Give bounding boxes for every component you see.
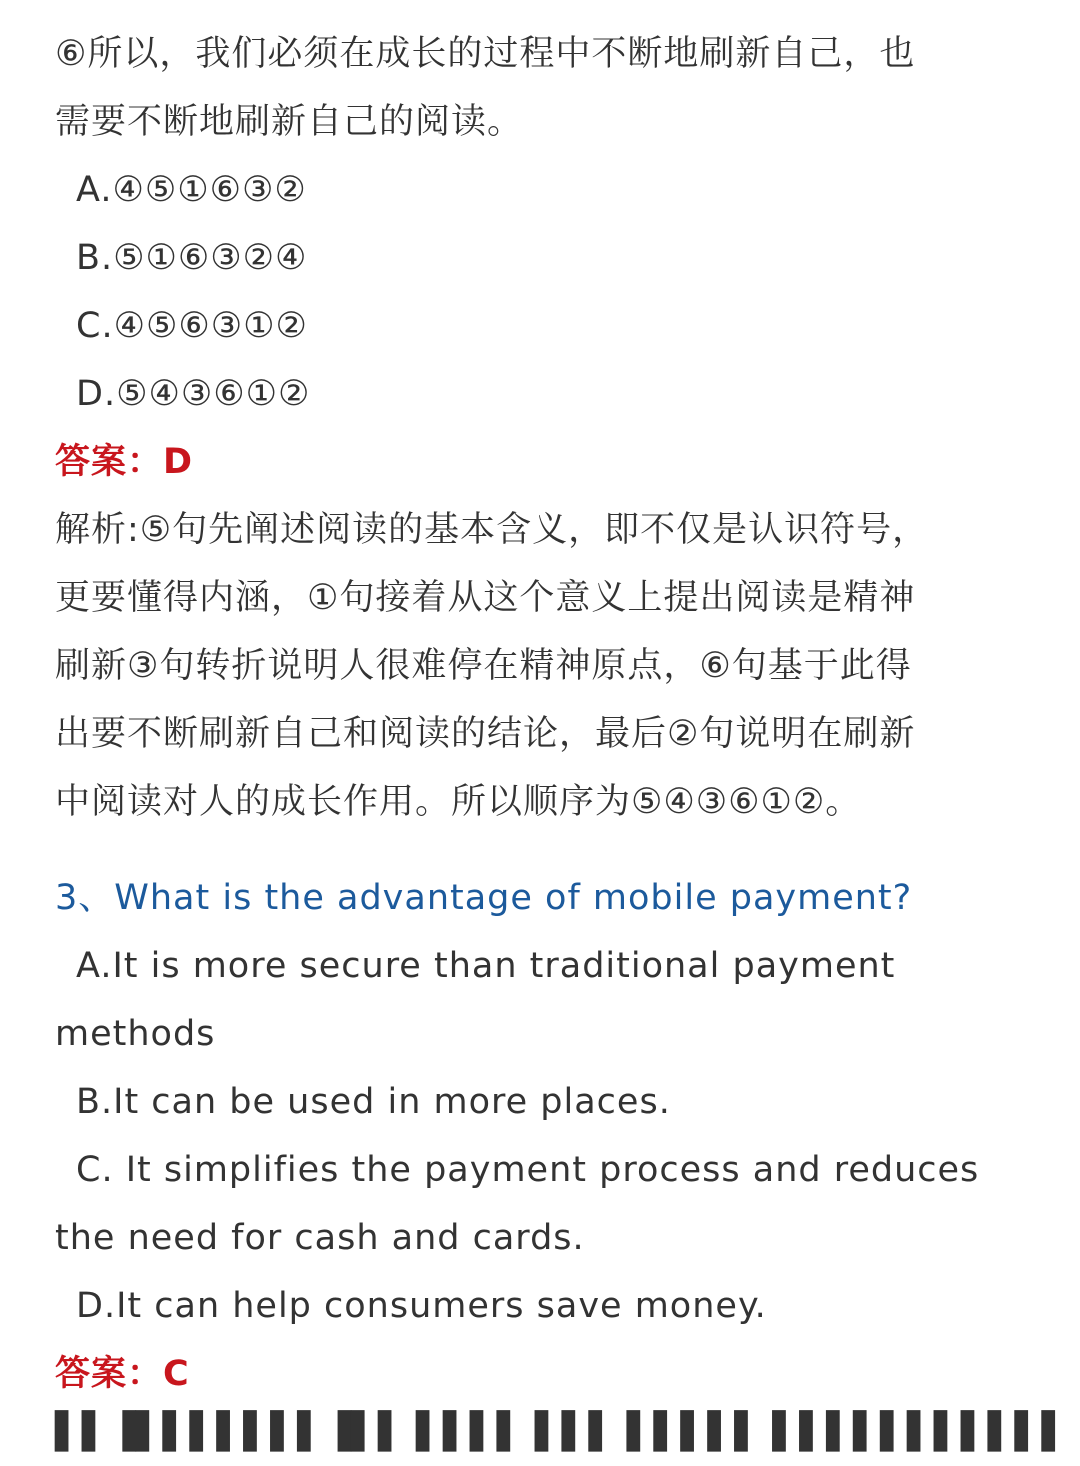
q3-option-d: D.It can help consumers save money. <box>76 1286 767 1326</box>
q3-option-a: A.It is more secure than traditional payment <box>76 946 896 986</box>
q2-answer: 答案：D <box>55 442 194 482</box>
passage-line: ⑥所以，我们必须在成长的过程中不断地刷新自己，也 <box>55 34 916 74</box>
q3-option-b: B.It can be used in more places. <box>76 1082 671 1122</box>
cut-off-text-line: ▌▌▐▌▌▌▌▌▌▌▐▌▌ ▌▌▌▌ ▌▌▌ ▌▌▌▌▌ ▌▌▌▌▌▌▌▌▌▌▌ <box>55 1412 1069 1452</box>
q3-option-a-continued: methods <box>55 1014 216 1054</box>
q2-analysis-line: 中阅读对人的成长作用。所以顺序为⑤④③⑥①②。 <box>55 782 862 822</box>
q2-option-c: C.④⑤⑥③①② <box>76 306 308 346</box>
q2-option-b: B.⑤①⑥③②④ <box>76 238 308 278</box>
passage-line: 需要不断地刷新自己的阅读。 <box>55 102 524 142</box>
q2-analysis-line: 刷新③句转折说明人很难停在精神原点，⑥句基于此得 <box>55 646 912 686</box>
q3-question: 3、What is the advantage of mobile payment? <box>55 878 913 918</box>
q2-analysis-line: 解析:⑤句先阐述阅读的基本含义，即不仅是认识符号， <box>55 510 929 550</box>
q3-answer: 答案：C <box>55 1354 190 1394</box>
q2-analysis-line: 更要懂得内涵，①句接着从这个意义上提出阅读是精神 <box>55 578 916 618</box>
q3-option-c-continued: the need for cash and cards. <box>55 1218 585 1258</box>
q2-analysis-line: 出要不断刷新自己和阅读的结论，最后②句说明在刷新 <box>55 714 916 754</box>
q3-option-c: C. It simplifies the payment process and reduces <box>76 1150 980 1190</box>
q2-option-a: A.④⑤①⑥③② <box>76 170 307 210</box>
q2-option-d: D.⑤④③⑥①② <box>76 374 311 414</box>
